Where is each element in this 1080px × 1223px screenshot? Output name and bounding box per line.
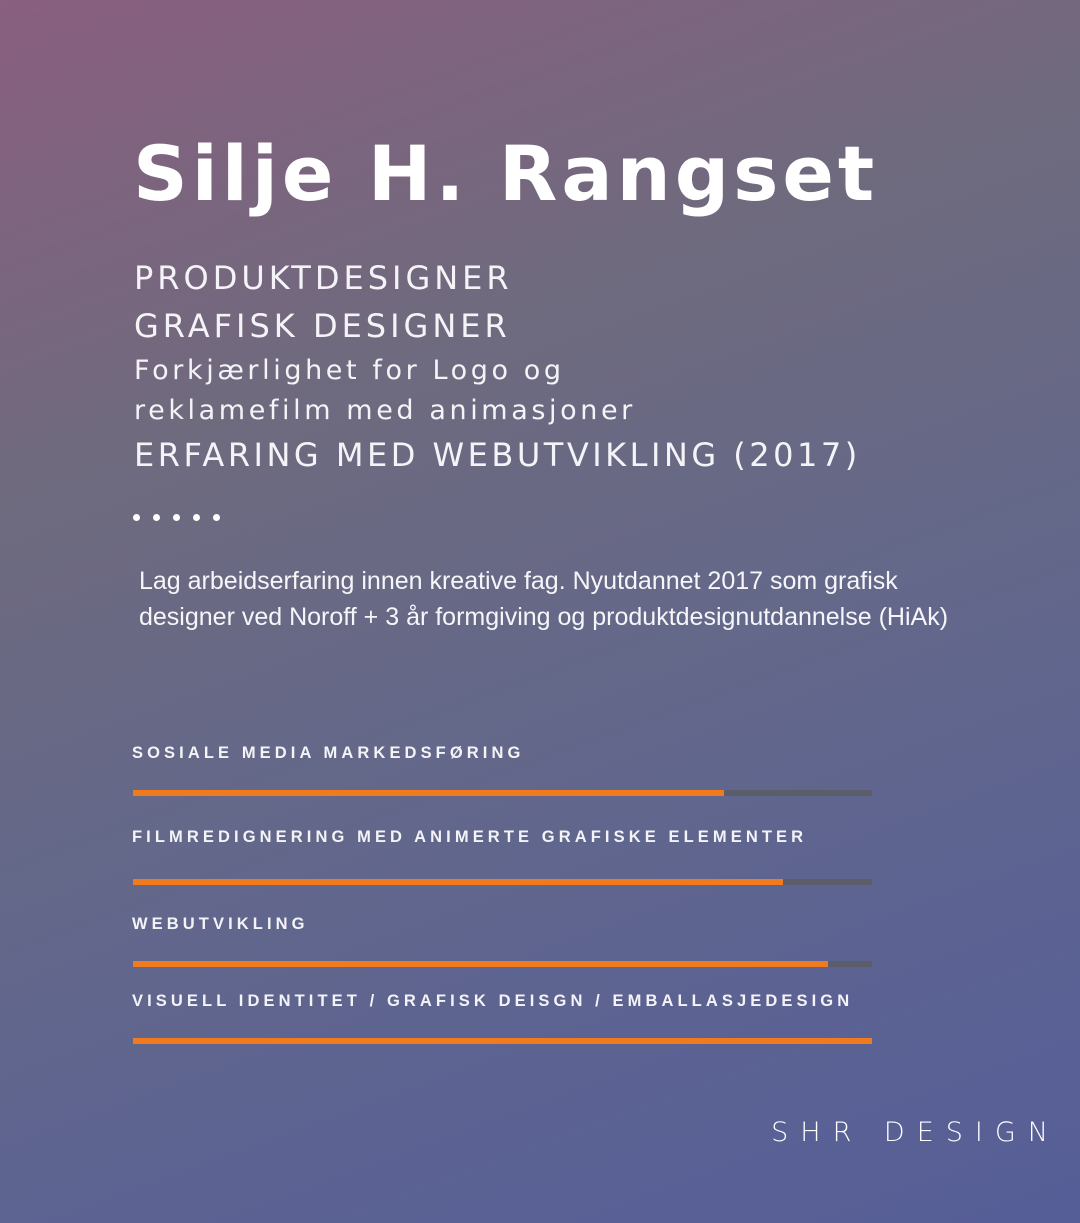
skill-bar-fill <box>133 790 724 796</box>
brand-logo: SHR DESIGN <box>771 1117 1060 1148</box>
dots-divider <box>133 514 220 521</box>
skill-bar <box>133 879 872 885</box>
role-line-3: Forkjærlighet for Logo og <box>134 355 565 386</box>
skill-bar-fill <box>133 879 783 885</box>
skill-label: WEBUTVIKLING <box>132 915 309 933</box>
skill-bar <box>133 961 872 967</box>
name-heading: Silje H. Rangset <box>133 129 879 218</box>
dot <box>153 514 160 521</box>
skill-bar <box>133 1038 872 1044</box>
summary-text: Lag arbeidserfaring innen kreative fag. Nyutdannet 2017 som grafisk designer ved Noroff + 3 år formgiving og produktdesignutdannelse (HiAk) <box>139 567 949 631</box>
skill-bar <box>133 790 872 796</box>
dot <box>193 514 200 521</box>
skill-label: FILMREDIGNERING MED ANIMERTE GRAFISKE ELEMENTER <box>132 828 808 846</box>
role-line-1: PRODUKTDESIGNER <box>134 259 513 297</box>
skill-bar-fill <box>133 1038 872 1044</box>
dot <box>133 514 140 521</box>
skill-label: SOSIALE MEDIA MARKEDSFØRING <box>132 744 525 762</box>
role-line-5: ERFARING MED WEBUTVIKLING (2017) <box>134 436 861 474</box>
role-line-2: GRAFISK DESIGNER <box>134 307 511 345</box>
skill-label: VISUELL IDENTITET / GRAFISK DEISGN / EMBALLASJEDESIGN <box>132 992 854 1010</box>
role-line-4: reklamefilm med animasjoner <box>134 395 636 426</box>
skill-bar-fill <box>133 961 828 967</box>
dot <box>173 514 180 521</box>
dot <box>213 514 220 521</box>
